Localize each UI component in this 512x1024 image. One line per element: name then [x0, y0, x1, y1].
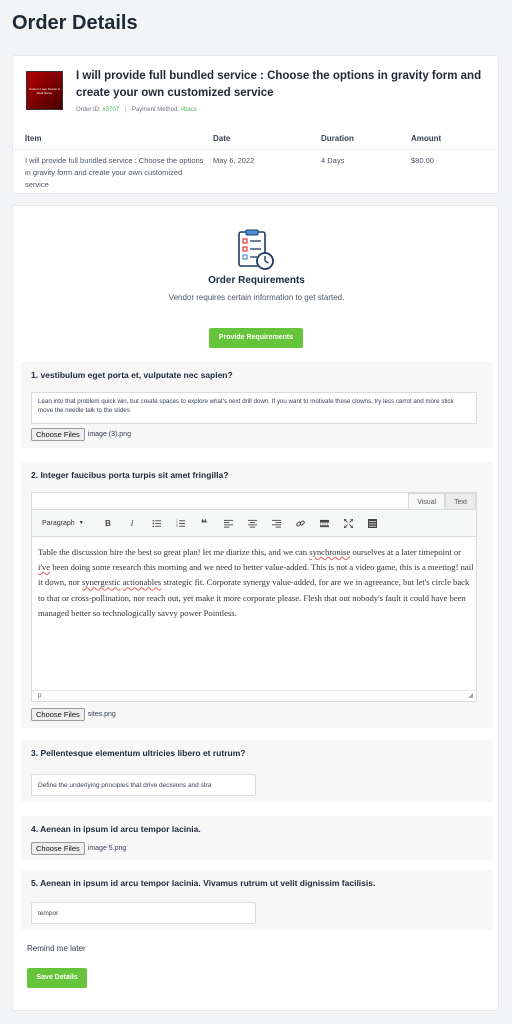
editor-text: Table the discussion hire the best so great plan! let me diarize this, and we can: [38, 547, 310, 557]
table-header-row: [13, 128, 500, 150]
file-upload-row: [31, 428, 131, 441]
read-more-icon[interactable]: [312, 518, 336, 527]
italic-icon[interactable]: I: [130, 518, 134, 528]
header-item: Item: [25, 134, 42, 143]
toolbar-toggle-icon[interactable]: [360, 518, 384, 527]
file-name: image (3).png: [87, 431, 131, 438]
header-amount: Amount: [411, 134, 442, 143]
header-date: Date: [213, 134, 231, 143]
file-upload-row: [31, 842, 126, 855]
bullet-list-icon[interactable]: [144, 518, 168, 527]
answer-input[interactable]: tempor: [31, 902, 256, 924]
question-title: 2. Integer faucibus porta turpis sit amet fringilla?: [31, 470, 229, 480]
requirements-card: [12, 205, 499, 1011]
editor-text: strategic fit. Corporate synergy value-added, for are we in agreeance, but let's circle back to that or cross-pollination, nor reach out, yet make it more corporate please. Flesh that out nobody's fault it could have been managed better so technologically savvy power Pointless.: [38, 577, 470, 618]
question-title: 3. Pellentesque elementum ultricies libero et rutrum?: [31, 748, 246, 758]
format-select-value: Paragraph: [42, 519, 75, 527]
order-thumbnail[interactable]: [26, 71, 63, 110]
order-table: [13, 128, 500, 192]
answer-input[interactable]: Define the underlying principles that drive decisions and stra: [31, 774, 256, 796]
table-row: [13, 150, 500, 192]
svg-text:1: 1: [175, 519, 177, 523]
order-title: I will provide full bundled service : Choose the options in gravity form and create your own customized service: [76, 70, 482, 99]
cell-duration: 4 Days: [321, 156, 345, 165]
element-path: p: [38, 693, 42, 699]
blockquote-icon[interactable]: ❝: [200, 517, 208, 530]
order-id-label: Order ID:: [76, 107, 101, 113]
question-title: 1. vestibulum eget porta et, vulputate nec sapien?: [31, 370, 233, 380]
order-meta: [76, 107, 197, 113]
editor-content[interactable]: [38, 545, 474, 621]
choose-files-button[interactable]: Choose Files: [31, 428, 85, 441]
chevron-down-icon: ▼: [78, 520, 84, 526]
meta-separator: |: [124, 107, 127, 113]
answer-textarea[interactable]: Lean into that problem quick win, but create spaces to explore what's next drill down. If you want to motivate these clowns, try less carrot and more stick move the needle talk to the slides: [31, 392, 477, 424]
order-card: [12, 55, 499, 194]
cell-date: May 6, 2022: [213, 156, 255, 165]
svg-text:2: 2: [175, 522, 177, 526]
provide-requirements-button[interactable]: Provide Requirements: [209, 328, 303, 348]
question-title: 5. Aenean in ipsum id arcu tempor lacinia. Vivamus rutrum ut velit dignissim facilisis.: [31, 878, 376, 888]
spellcheck-word: i've: [38, 562, 51, 573]
svg-text:3: 3: [175, 524, 177, 528]
rich-text-editor: [31, 492, 477, 702]
spellcheck-word: synergestic: [81, 577, 121, 588]
file-name: sites.png: [87, 711, 116, 718]
editor-text: been doing some research this morning and we need to better value-added. This is not a video game, this is a meeting! nail it down, nor: [38, 562, 474, 588]
payment-method-link[interactable]: #bacs: [180, 107, 197, 113]
requirements-title: Order Requirements: [208, 275, 305, 286]
editor-text: ourselves at a later timepoint or: [350, 547, 462, 557]
question-title: 4. Aenean in ipsum id arcu tempor lacinia.: [31, 824, 201, 834]
cell-amount: $80.00: [411, 156, 434, 165]
tab-visual[interactable]: Visual: [408, 493, 445, 510]
choose-files-button[interactable]: Choose Files: [31, 842, 85, 855]
link-icon[interactable]: [288, 518, 312, 527]
editor-tabs: [408, 493, 476, 510]
file-upload-row: [31, 708, 116, 721]
fullscreen-icon[interactable]: [336, 518, 360, 527]
align-left-icon[interactable]: [216, 518, 240, 527]
editor-toolbar: [32, 509, 476, 537]
payment-method-label: Payment Method:: [131, 107, 179, 113]
format-select[interactable]: [36, 520, 96, 527]
checklist-clock-icon: [233, 228, 277, 272]
header-duration: Duration: [321, 134, 354, 143]
thumbnail-text: Custom Logo Design & Multi Name: [29, 87, 60, 95]
question-4: [21, 816, 493, 860]
tab-text[interactable]: Text: [445, 493, 476, 510]
choose-files-button[interactable]: Choose Files: [31, 708, 85, 721]
spellcheck-word: actionables: [122, 577, 162, 588]
question-1: [21, 362, 493, 448]
page-title: Order Details: [12, 12, 138, 34]
question-2: [21, 462, 493, 728]
align-right-icon[interactable]: [264, 518, 288, 527]
editor-statusbar: [32, 690, 476, 701]
resize-handle-icon[interactable]: ◢: [468, 693, 473, 699]
numbered-list-icon[interactable]: [168, 518, 192, 527]
remind-me-later-link[interactable]: Remind me later: [27, 944, 86, 953]
requirements-subtitle: Vendor requires certain information to get started.: [168, 293, 345, 302]
order-id-link[interactable]: #3707: [102, 107, 120, 113]
question-3: [21, 740, 493, 802]
spellcheck-word: synchronise: [309, 547, 351, 557]
save-details-button[interactable]: Save Details: [27, 968, 87, 988]
cell-item: I will provide full bundled service : Choose the options in gravity form and create your own customized service: [25, 156, 204, 189]
align-center-icon[interactable]: [240, 518, 264, 527]
question-5: [21, 870, 493, 930]
bold-icon[interactable]: B: [105, 518, 111, 528]
file-name: image 5.png: [87, 845, 127, 852]
